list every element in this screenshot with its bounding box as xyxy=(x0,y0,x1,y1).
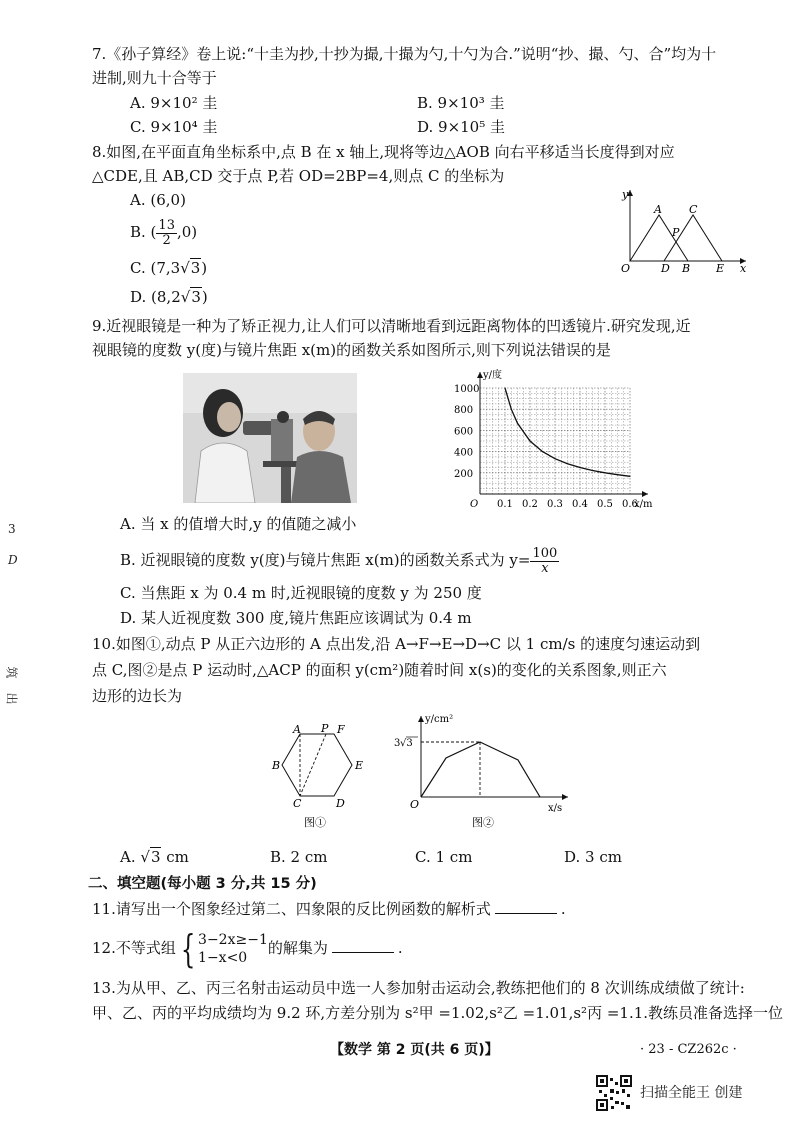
scanner-watermark: 扫描全能王 创建 xyxy=(640,1085,743,1101)
q8-option-b xyxy=(130,218,197,248)
data-point xyxy=(629,476,630,477)
q8-option-b-fraction xyxy=(156,219,177,248)
x-tick-label: 0.5 xyxy=(597,499,613,510)
q8-label-o: O xyxy=(621,262,631,275)
data-point xyxy=(592,470,593,471)
eye-exam-photo xyxy=(183,373,357,503)
q12-inequality-2: 1−x<0 xyxy=(198,950,248,966)
y-tick-label: 800 xyxy=(454,405,474,417)
q10-option-b: B. 2 cm xyxy=(270,848,328,866)
hex-label-p: P xyxy=(321,722,329,735)
hex-label-b: B xyxy=(272,759,281,772)
q12-end: . xyxy=(397,939,403,957)
data-point xyxy=(617,474,618,475)
q8-option-c-prefix: C. (7,3 xyxy=(130,259,181,277)
fig2-ymax-radical-icon: √3 xyxy=(400,738,413,749)
data-point xyxy=(604,472,605,473)
q9-stem-line2: 视眼镜的度数 y(度)与镜片焦距 x(m)的函数关系如图所示,则下列说法错误的是 xyxy=(92,341,611,359)
q9-option-b-numerator: 100 xyxy=(532,545,558,561)
fig2-origin: O xyxy=(410,798,420,811)
q10-hexagon-figure xyxy=(264,722,374,832)
x-tick-label: 0.2 xyxy=(522,499,538,510)
q8-label-d: D xyxy=(661,262,670,275)
x-tick-label: 0.3 xyxy=(547,499,563,510)
q8-label-c: C xyxy=(689,203,698,216)
q8-option-d: D. (8,2√3) xyxy=(130,288,208,306)
q8-label-x: x xyxy=(740,262,747,275)
q8-option-d-radicand: 3 xyxy=(191,288,201,306)
q9-option-b-fraction xyxy=(530,547,559,576)
hex-label-c: C xyxy=(293,797,302,810)
q8-stem-line1: 8.如图,在平面直角坐标系中,点 B 在 x 轴上,现将等边△AOB 向右平移适当长度得到对应 xyxy=(92,143,675,161)
q8-label-p: P xyxy=(672,226,680,239)
q11-question xyxy=(92,899,566,919)
page-footer-code: · 23 - CZ262c · xyxy=(640,1042,737,1057)
q8-stem-line2: △CDE,且 AB,CD 交于点 P,若 OD=2BP=4,则点 C 的坐标为 xyxy=(92,167,505,185)
q7-option-d: D. 9×10⁵ 圭 xyxy=(417,118,506,136)
q8-label-e: E xyxy=(716,262,725,275)
q11-end: . xyxy=(560,900,566,918)
q9-chart xyxy=(448,364,688,514)
q9-option-b-denominator: x xyxy=(541,560,549,576)
fig2-ylabel: y/cm² xyxy=(425,714,454,725)
q12-inequality-system xyxy=(176,927,268,971)
data-point xyxy=(504,387,505,388)
data-point xyxy=(567,463,568,464)
q7-option-b: B. 9×10³ 圭 xyxy=(417,94,505,112)
x-tick-label: 0.4 xyxy=(572,499,588,510)
q8-option-c-suffix: ) xyxy=(201,259,208,277)
q9-option-c: C. 当焦距 x 为 0.4 m 时,近视眼镜的度数 y 为 250 度 xyxy=(120,584,482,602)
q12-suffix: 的解集为 xyxy=(267,939,328,957)
q9-stem-line1: 9.近视眼镜是一种为了矫正视力,让人们可以清晰地看到远距离物体的凹透镜片.研究发现,近 xyxy=(92,317,691,335)
q8-coordinate-figure xyxy=(612,186,752,276)
x-tick-label: 0.1 xyxy=(497,499,513,510)
q10-option-a-prefix: A. xyxy=(120,848,141,866)
fig2-ymax-coef: 3 xyxy=(394,738,401,749)
q8-option-a: A. (6,0) xyxy=(130,191,186,209)
x-axis-label: x/m xyxy=(634,499,653,510)
brace-icon: { xyxy=(180,927,196,971)
q10-option-c: C. 1 cm xyxy=(415,848,473,866)
q8-option-d-prefix: D. (8,2 xyxy=(130,288,181,306)
q13-stem-line1: 13.为从甲、乙、丙三名射击运动员中选一人参加射击运动会,教练把他们的 8 次训练成绩做了统计: xyxy=(92,979,745,997)
hex-label-a: A xyxy=(293,723,301,736)
q8-option-b-suffix: ,0) xyxy=(176,223,198,241)
y-tick-label: 400 xyxy=(454,447,474,459)
hex-label-d: D xyxy=(336,797,345,810)
q10-area-graph xyxy=(388,710,578,832)
hex-label-f: F xyxy=(337,723,345,736)
y-tick-label: 600 xyxy=(454,426,474,438)
y-tick-label: 200 xyxy=(454,468,474,480)
q9-option-d: D. 某人近视度数 300 度,镜片焦距应该调试为 0.4 m xyxy=(120,609,472,627)
q12-answer-blank[interactable] xyxy=(332,938,394,953)
q8-option-b-prefix: B. ( xyxy=(130,223,157,241)
q9-option-b-prefix: B. 近视眼镜的度数 y(度)与镜片焦距 x(m)的函数关系式为 y= xyxy=(120,551,531,569)
q8-label-a: A xyxy=(654,203,662,216)
q8-option-d-suffix: ) xyxy=(201,288,208,306)
x-tick-label: 0.6 xyxy=(622,499,638,510)
q8-option-c-radicand: 3 xyxy=(190,259,201,277)
q8-option-b-denominator: 2 xyxy=(162,232,171,248)
page-footer-center: 【数学 第 2 页(共 6 页)】 xyxy=(330,1042,499,1058)
q12-question xyxy=(92,927,403,971)
data-point xyxy=(511,409,512,410)
origin-label: O xyxy=(470,499,479,510)
q8-option-c: C. (7,3√3) xyxy=(130,259,208,277)
q12-prefix: 12.不等式组 xyxy=(92,939,176,957)
q12-inequality-1: 3−2x≥−1 xyxy=(198,932,268,948)
y-axis-label: y/度 xyxy=(483,370,503,381)
q9-option-a: A. 当 x 的值增大时,y 的值随之减小 xyxy=(120,515,357,533)
q11-text: 11.请写出一个图象经过第二、四象限的反比例函数的解析式 xyxy=(92,900,491,918)
q7-stem-line2: 进制,则九十合等于 xyxy=(92,69,217,87)
q8-label-b: B xyxy=(682,262,691,275)
q7-option-a: A. 9×10² 圭 xyxy=(130,94,218,112)
q10-option-d: D. 3 cm xyxy=(564,848,622,866)
data-point xyxy=(517,423,518,424)
q10-stem-line3: 边形的边长为 xyxy=(92,687,183,705)
margin-mark-3: 筑 xyxy=(4,666,19,679)
fig2-xlabel: x/s xyxy=(548,803,563,814)
q8-label-y: y xyxy=(622,188,629,201)
data-point xyxy=(579,467,580,468)
margin-mark-4: 出 xyxy=(4,692,19,705)
section-2-heading: 二、填空题(每小题 3 分,共 15 分) xyxy=(88,876,317,892)
q10-stem-line1: 10.如图①,动点 P 从正六边形的 A 点出发,沿 A→F→E→D→C 以 1 cm/s 的速度匀速运动到 xyxy=(92,635,701,653)
x-axis-arrow-icon xyxy=(642,491,648,497)
data-point xyxy=(529,440,530,441)
qr-code-icon xyxy=(596,1075,632,1111)
margin-mark-1: 3 xyxy=(8,522,16,536)
q10-option-a-suffix: cm xyxy=(161,848,189,866)
data-point xyxy=(554,458,555,459)
q10-option-a: A. √3 cm xyxy=(120,848,189,866)
q9-option-b xyxy=(120,545,559,576)
q11-answer-blank[interactable] xyxy=(495,899,557,914)
fig2-caption: 图② xyxy=(472,816,494,829)
fig1-caption: 图① xyxy=(304,816,326,829)
q7-option-c: C. 9×10⁴ 圭 xyxy=(130,118,218,136)
y-tick-label: 1000 xyxy=(454,384,480,395)
q13-stem-line2: 甲、乙、丙的平均成绩均为 9.2 环,方差分别为 s²甲 =1.02,s²乙 =1.01,s²丙 =1.1.教练员准备选择一位 xyxy=(92,1004,784,1022)
hex-label-e: E xyxy=(355,759,364,772)
q10-option-a-radicand: 3 xyxy=(150,848,161,866)
q7-stem-line1: 7.《孙子算经》卷上说:“十圭为抄,十抄为撮,十撮为勺,十勺为合.”说明“抄、撮、勺、合”均为十 xyxy=(92,45,717,63)
q10-stem-line2: 点 C,图②是点 P 运动时,△ACP 的面积 y(cm²)随着时间 x(s)的变化的关系图象,则正六 xyxy=(92,661,667,679)
data-point xyxy=(542,451,543,452)
q8-option-b-numerator: 13 xyxy=(158,217,175,233)
margin-mark-2: D xyxy=(8,553,18,567)
